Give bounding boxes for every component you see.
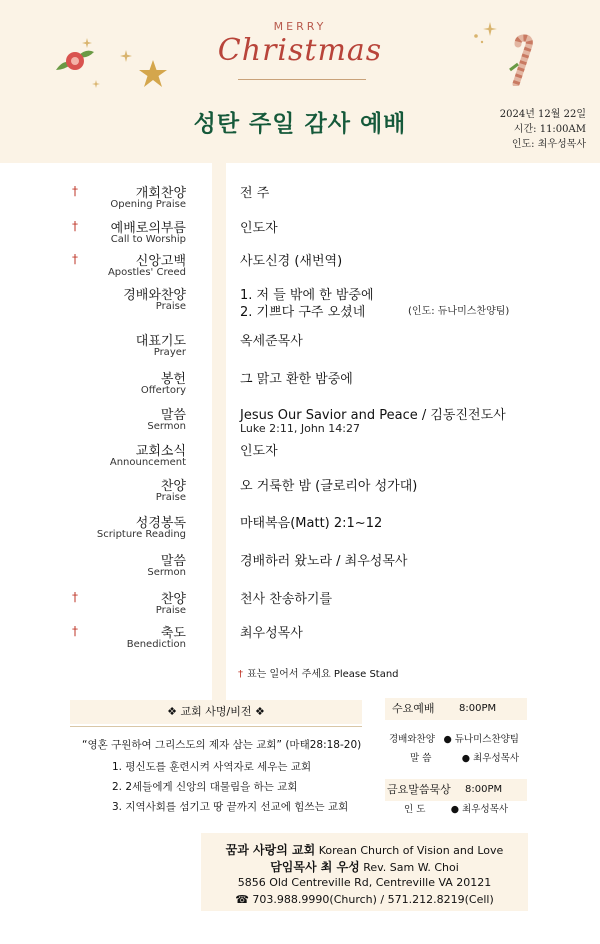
order-item-content: 1. 저 들 밖에 한 밤중에 xyxy=(240,288,374,303)
stand-cross-icon: † xyxy=(72,624,78,638)
service-leader: 인도: 최우성목사 xyxy=(511,139,586,150)
friday-service-header xyxy=(385,779,527,801)
order-item-korean: 축도 xyxy=(160,626,186,641)
christmas-label: Christmas xyxy=(217,33,383,68)
order-item-korean: 봉헌 xyxy=(160,372,186,387)
order-item-korean: 말씀 xyxy=(160,554,186,569)
divider-strip xyxy=(212,163,226,705)
order-item-english: Opening Praise xyxy=(110,199,186,210)
mission-quote: “영혼 구원하여 그리스도의 제자 삼는 교회” (마태28:18-20) xyxy=(82,739,362,751)
order-item-korean: 성경봉독 xyxy=(135,516,186,531)
order-item-content: 천사 찬송하기를 xyxy=(240,592,333,607)
order-item-content: 사도신경 (새번역) xyxy=(240,254,343,269)
stand-cross-icon: † xyxy=(72,219,78,233)
pastor xyxy=(201,858,528,875)
order-item-english: Apostles' Creed xyxy=(107,267,186,278)
order-item-english: Offertory xyxy=(140,385,186,396)
order-item-korean: 말씀 xyxy=(160,408,186,423)
mission-item: 1. 평신도를 훈련시켜 사역자로 세우는 교회 xyxy=(112,761,312,773)
pastor-korean: 담임목사 최 우성 xyxy=(270,860,360,874)
stand-note-text: 표는 일어서 주세요 Please Stand xyxy=(247,669,399,680)
order-item-korean: 예배로의부름 xyxy=(110,221,186,236)
wednesday-service-header xyxy=(385,698,527,720)
service-time: 시간: 11:00AM xyxy=(513,124,586,135)
friday-row-value: ● 최우성목사 xyxy=(450,804,508,815)
wednesday-row-value: ● 듀나미스찬양팀 xyxy=(443,734,519,745)
wednesday-title: 수요예배 xyxy=(392,702,435,715)
mission-title: ❖ 교회 사명/비전 ❖ xyxy=(70,700,362,724)
stand-note xyxy=(238,665,399,680)
wednesday-row-value: ● 최우성목사 xyxy=(461,753,519,764)
order-item-english: Benediction xyxy=(126,639,186,650)
page-title: 성탄 주일 감사 예배 xyxy=(193,111,407,137)
order-item-korean: 경배와찬양 xyxy=(123,288,186,303)
divider xyxy=(70,726,362,727)
praise-leader: (인도: 듀나미스찬양팀) xyxy=(408,306,510,317)
order-item-content: Jesus Our Savior and Peace / 김동진전도사 xyxy=(240,408,506,423)
order-item-english: Call to Worship xyxy=(110,234,186,245)
friday-time: 8:00PM xyxy=(465,784,503,795)
friday-row xyxy=(404,801,508,815)
order-item-english: Announcement xyxy=(109,457,186,468)
mission-item: 2. 2세들에게 신앙의 대물림을 하는 교회 xyxy=(112,781,298,793)
order-item-english: Prayer xyxy=(153,347,186,358)
divider xyxy=(238,79,366,80)
pastor-english: Rev. Sam W. Choi xyxy=(363,861,459,874)
church-name-english: Korean Church of Vision and Love xyxy=(318,844,504,857)
order-item-english: Praise xyxy=(155,301,186,312)
wednesday-time: 8:00PM xyxy=(459,703,497,714)
church-phone: ☎ 703.988.9990(Church) / 571.212.8219(Cell) xyxy=(235,893,494,906)
stand-cross-icon: † xyxy=(72,184,78,198)
wednesday-row xyxy=(410,750,519,764)
merry-label: MERRY xyxy=(273,20,327,33)
service-date: 2024년 12월 22일 xyxy=(499,109,586,120)
order-item-korean: 찬양 xyxy=(160,479,186,494)
order-item-content: 전 주 xyxy=(240,186,270,201)
church-footer xyxy=(201,833,528,911)
order-item-korean: 찬양 xyxy=(160,592,186,607)
order-item-korean: 교회소식 xyxy=(135,444,186,459)
church-name xyxy=(201,841,528,858)
small-star-icon xyxy=(92,80,100,88)
friday-title: 금요말씀묵상 xyxy=(387,783,451,796)
order-item-english: Praise xyxy=(155,492,186,503)
church-address: 5856 Old Centreville Rd, Centreville VA 20121 xyxy=(237,876,492,889)
header-banner xyxy=(0,0,600,163)
order-item-content: 인도자 xyxy=(240,221,278,236)
stand-cross-icon: † xyxy=(238,669,243,680)
order-item-korean: 대표기도 xyxy=(135,334,186,349)
wednesday-row-label: 말 씀 xyxy=(410,753,432,764)
order-item-english: Sermon xyxy=(147,421,186,432)
order-item-korean: 신앙고백 xyxy=(135,254,186,269)
stand-cross-icon: † xyxy=(72,252,78,266)
order-item-content: 최우성목사 xyxy=(240,626,303,641)
order-item-content: 경배하러 왔노라 / 최우성목사 xyxy=(240,554,408,569)
order-item-korean: 개회찬양 xyxy=(135,186,186,201)
order-item-content: 인도자 xyxy=(240,444,278,459)
mission-item: 3. 지역사회를 섬기고 땅 끝까지 선교에 힘쓰는 교회 xyxy=(112,801,349,813)
order-item-content: 오 거룩한 밤 (글로리아 성가대) xyxy=(240,479,418,494)
friday-row-label: 인 도 xyxy=(404,804,426,815)
order-item-content: 2. 기쁘다 구주 오셨네 xyxy=(240,305,366,320)
wednesday-row-label: 경배와찬양 xyxy=(389,734,435,745)
order-item-english: Praise xyxy=(155,605,186,616)
wednesday-row xyxy=(389,731,519,745)
order-item-content: 그 맑고 환한 밤중에 xyxy=(240,372,353,387)
scripture-reference: Luke 2:11, John 14:27 xyxy=(240,422,360,435)
order-item-english: Sermon xyxy=(147,567,186,578)
stand-cross-icon: † xyxy=(72,590,78,604)
order-item-content: 옥세준목사 xyxy=(240,334,303,349)
order-item-english: Scripture Reading xyxy=(96,529,186,540)
church-name-korean: 꿈과 사랑의 교회 xyxy=(225,843,316,857)
service-info xyxy=(500,107,586,152)
order-item-content: 마태복음(Matt) 2:1~12 xyxy=(240,516,383,531)
